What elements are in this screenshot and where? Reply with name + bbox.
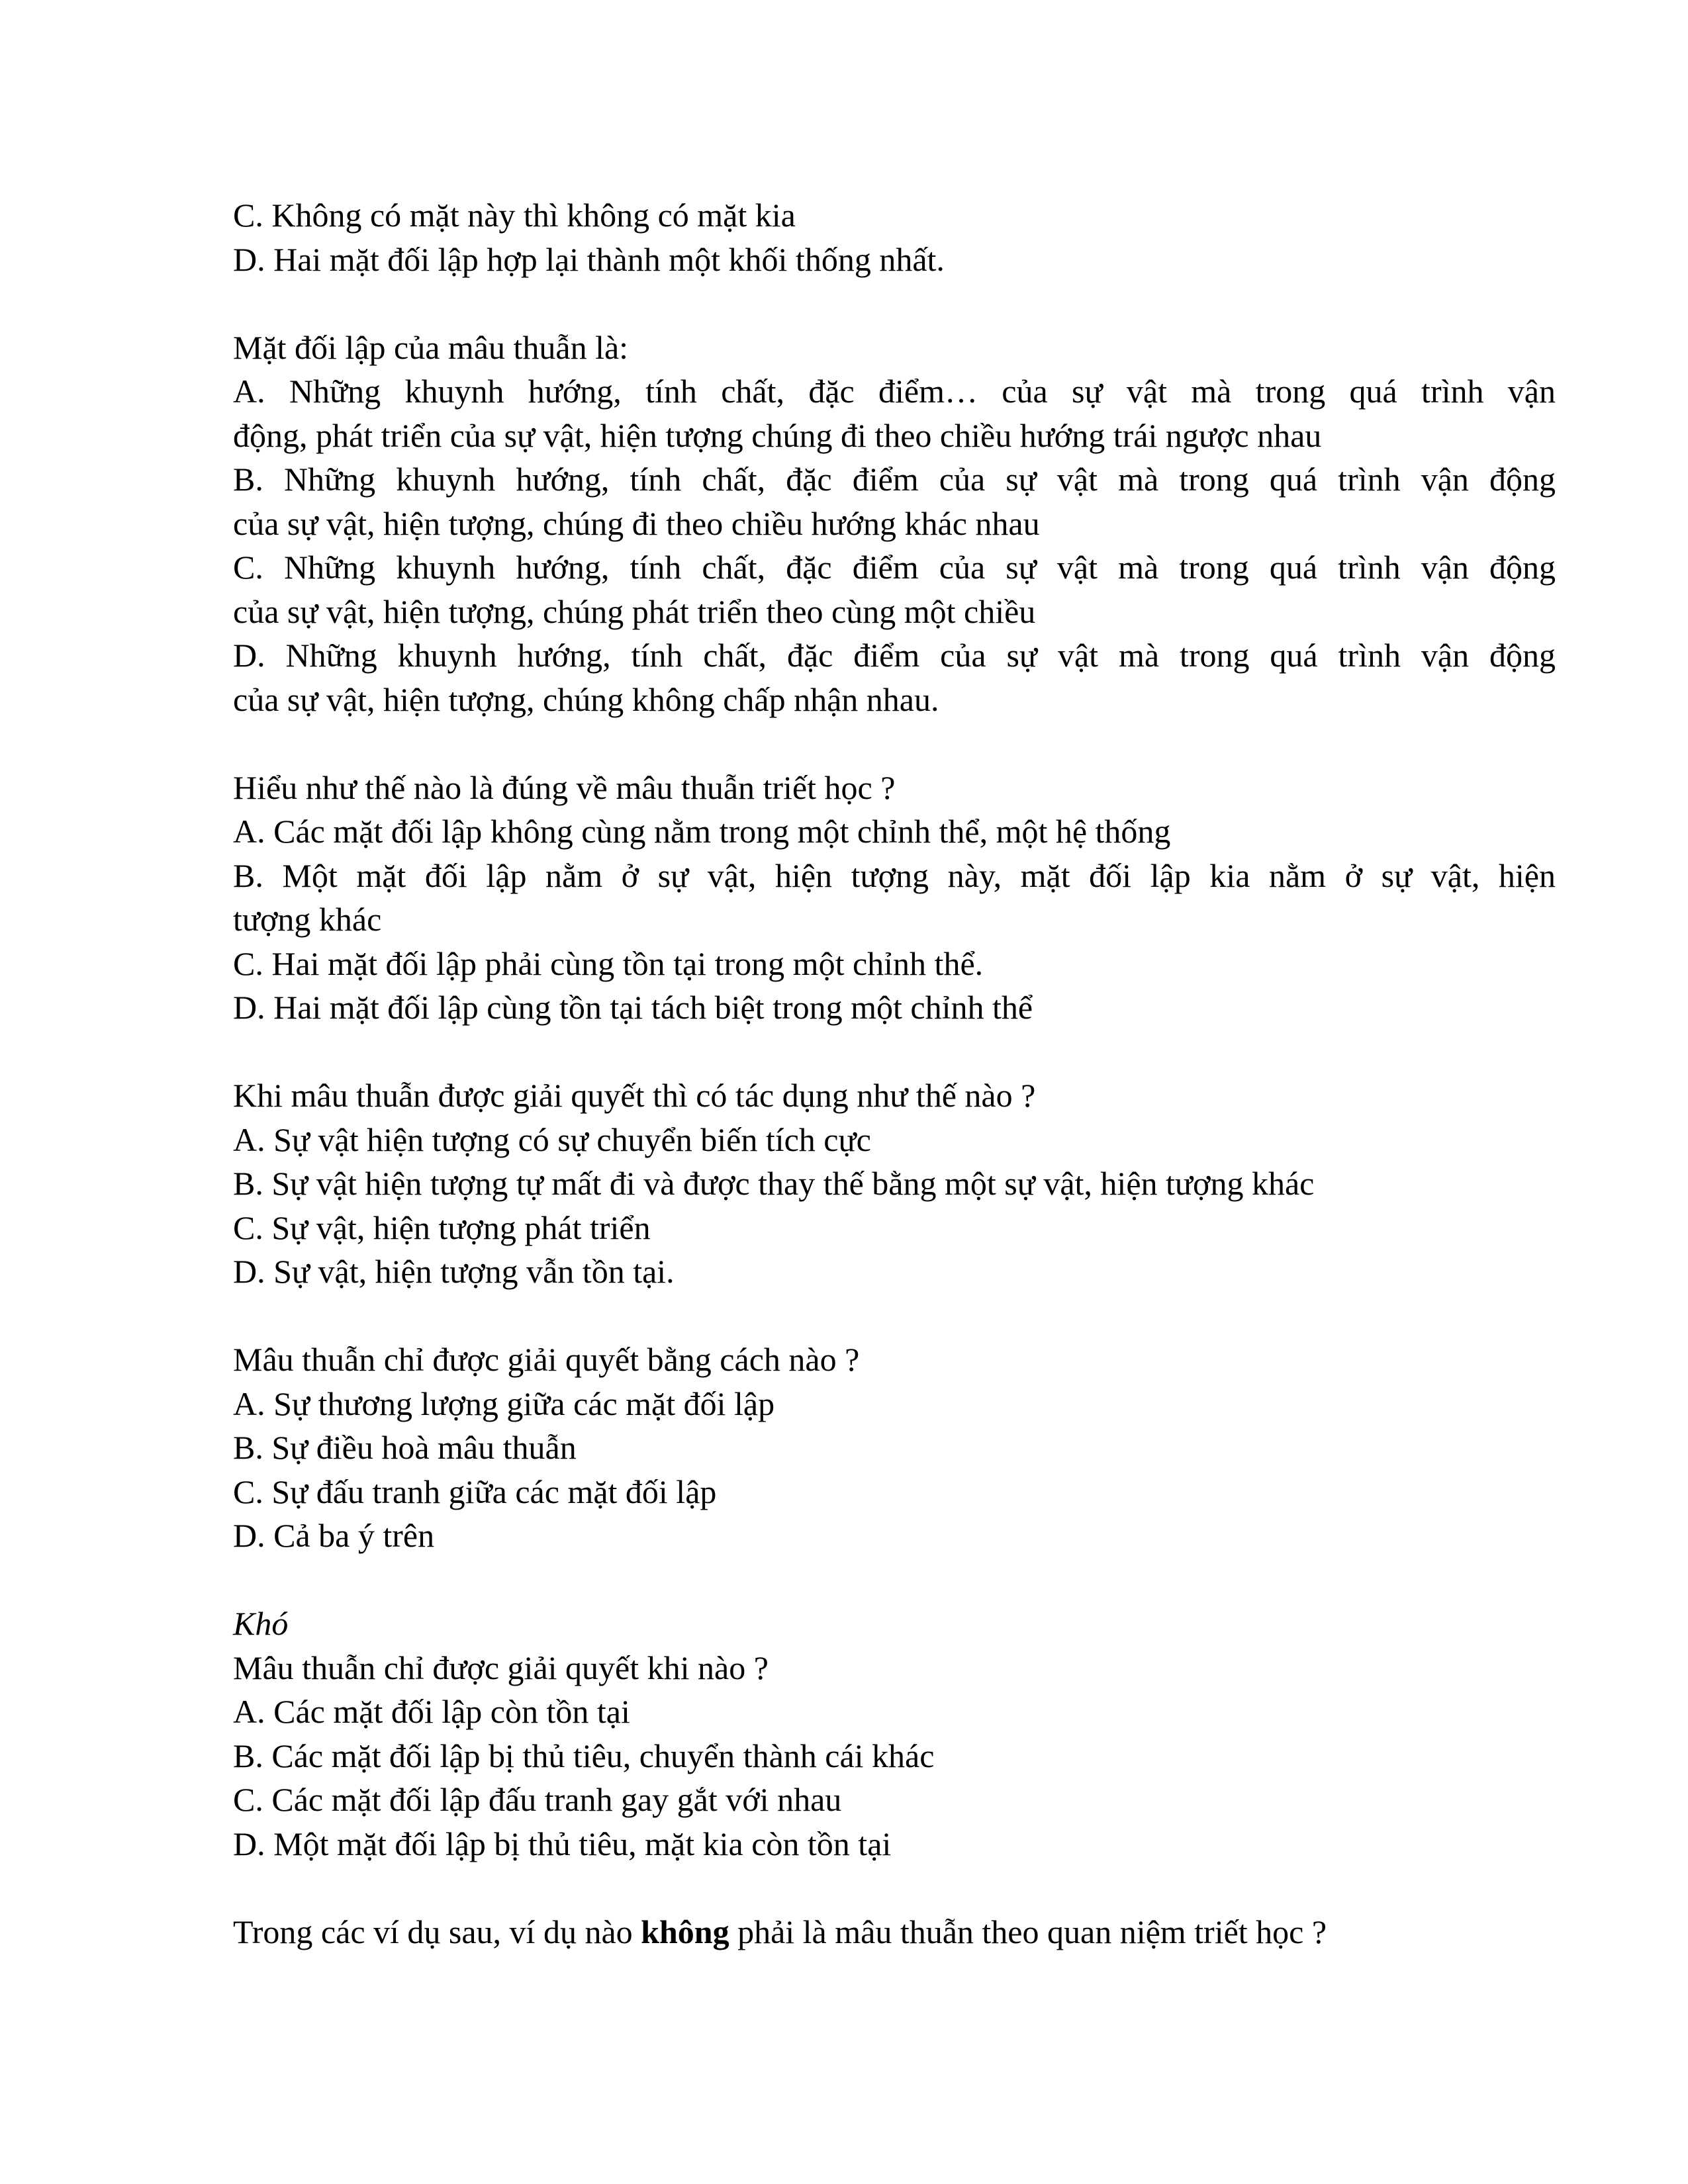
question-block xyxy=(233,1338,1556,1558)
option-b: B. Một mặt đối lập nằm ở sự vật, hiện tượng này, mặt đối lập kia nằm ở sự vật, hiện xyxy=(233,856,1556,894)
question-block xyxy=(233,326,1556,722)
option-a: A. Những khuynh hướng, tính chất, đặc điểm… của sự vật mà trong quá trình vận xyxy=(233,373,1556,410)
option-c: C. Không có mặt này thì không có mặt kia xyxy=(233,197,796,234)
option-c: C. Những khuynh hướng, tính chất, đặc điểm của sự vật mà trong quá trình vận động xyxy=(233,549,1556,586)
option-c: C. Hai mặt đối lập phải cùng tồn tại trong một chỉnh thể. xyxy=(233,944,984,982)
option-a: A. Sự vật hiện tượng có sự chuyển biến tích cực xyxy=(233,1120,871,1158)
spacer xyxy=(233,1866,1556,1910)
option-a: A. Các mặt đối lập còn tồn tại xyxy=(233,1693,630,1730)
option-d: D. Hai mặt đối lập cùng tồn tại tách biệt trong một chỉnh thể xyxy=(233,989,1033,1026)
document-page xyxy=(233,193,1556,1954)
option-b: B. Sự vật hiện tượng tự mất đi và được thay thế bằng một sự vật, hiện tượng khác xyxy=(233,1165,1315,1202)
option-b: B. Sự điều hoà mâu thuẫn xyxy=(233,1429,577,1466)
question-text: Mâu thuẫn chỉ được giải quyết khi nào ? xyxy=(233,1649,769,1686)
question-block xyxy=(233,1602,1556,1866)
option-d: D. Cả ba ý trên xyxy=(233,1517,435,1554)
option-d: D. Những khuynh hướng, tính chất, đặc điểm của sự vật mà trong quá trình vận động xyxy=(233,637,1556,674)
option-c-continued: của sự vật, hiện tượng, chúng phát triển theo cùng một chiều xyxy=(233,592,1036,630)
spacer xyxy=(233,281,1556,326)
option-a: A. Các mặt đối lập không cùng nằm trong một chỉnh thể, một hệ thống xyxy=(233,813,1171,850)
option-a: A. Sự thương lượng giữa các mặt đối lập xyxy=(233,1385,775,1422)
option-b: B. Những khuynh hướng, tính chất, đặc điểm của sự vật mà trong quá trình vận động xyxy=(233,461,1556,498)
spacer xyxy=(233,1558,1556,1602)
option-d: D. Hai mặt đối lập hợp lại thành một khối thống nhất. xyxy=(233,240,945,278)
question-text-end: phải là mâu thuẫn theo quan niệm triết học ? xyxy=(729,1913,1327,1950)
option-c: C. Các mặt đối lập đấu tranh gay gắt với nhau xyxy=(233,1781,842,1818)
spacer xyxy=(233,1030,1556,1074)
question-text: Mặt đối lập của mâu thuẫn là: xyxy=(233,328,629,366)
emphasis-word: không xyxy=(641,1913,729,1950)
option-d-continued: của sự vật, hiện tượng, chúng không chấp nhận nhau. xyxy=(233,680,939,718)
question-text: Mâu thuẫn chỉ được giải quyết bằng cách nào ? xyxy=(233,1341,860,1378)
question-block xyxy=(233,766,1556,1030)
option-a-continued: động, phát triển của sự vật, hiện tượng chúng đi theo chiều hướng trái ngược nhau xyxy=(233,416,1322,454)
spacer xyxy=(233,1294,1556,1338)
difficulty-label: Khó xyxy=(233,1605,289,1642)
option-c: C. Sự đấu tranh giữa các mặt đối lập xyxy=(233,1473,717,1510)
option-d: D. Sự vật, hiện tượng vẫn tồn tại. xyxy=(233,1253,675,1290)
question-text xyxy=(233,1910,1556,1954)
question-text: Hiểu như thế nào là đúng về mâu thuẫn triết học ? xyxy=(233,768,896,806)
question-block xyxy=(233,1073,1556,1294)
question-text: Khi mâu thuẫn được giải quyết thì có tác dụng như thế nào ? xyxy=(233,1077,1036,1114)
option-c: C. Sự vật, hiện tượng phát triển xyxy=(233,1208,651,1246)
spacer xyxy=(233,721,1556,766)
option-b-continued: tượng khác xyxy=(233,901,382,938)
question-text-start: Trong các ví dụ sau, ví dụ nào xyxy=(233,1913,641,1950)
option-d: D. Một mặt đối lập bị thủ tiêu, mặt kia còn tồn tại xyxy=(233,1825,892,1862)
option-b-continued: của sự vật, hiện tượng, chúng đi theo chiều hướng khác nhau xyxy=(233,504,1040,542)
option-b: B. Các mặt đối lập bị thủ tiêu, chuyển thành cái khác xyxy=(233,1737,935,1774)
question-block xyxy=(233,193,1556,281)
